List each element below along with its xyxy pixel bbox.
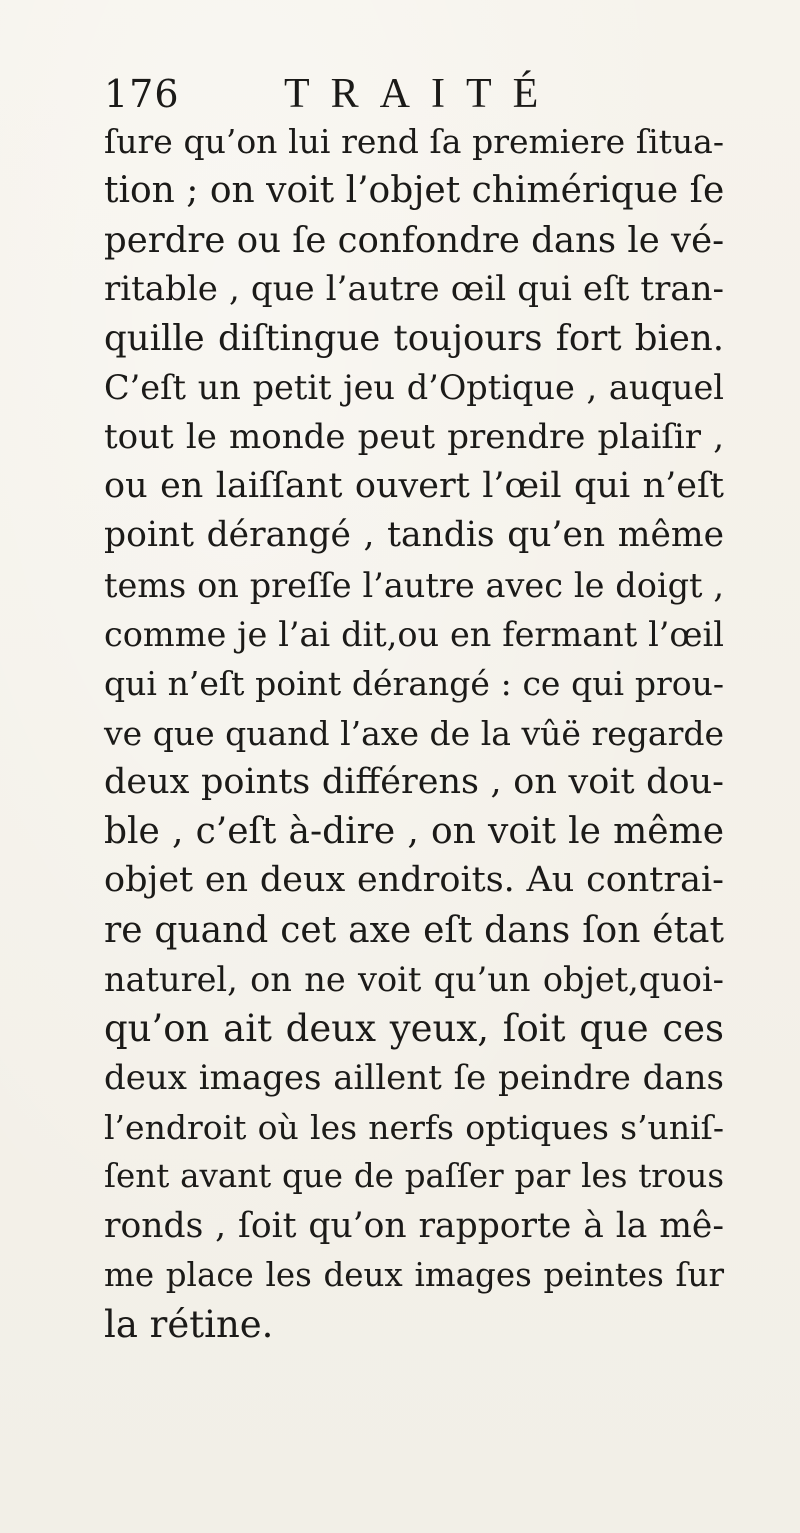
text-line: l’endroit où les nerfs optiques s’uniſ- <box>104 1107 724 1147</box>
text-line: comme je l’ai dit,ou en fermant l’œil <box>104 614 724 654</box>
page-header <box>104 70 664 120</box>
text-line: qu’on ait deux yeux, ſoit que ces <box>104 1007 724 1051</box>
text-line: deux points différens , on voit dou- <box>104 761 724 802</box>
text-line: tems on preſſe l’autre avec le doigt , <box>104 565 724 605</box>
text-line: la rétine. <box>104 1303 274 1347</box>
text-line: tion ; on voit l’objet chimérique ſe <box>104 170 725 212</box>
body-text <box>104 117 724 1349</box>
text-line: perdre ou ſe confondre dans le vé- <box>104 219 725 261</box>
page-number: 176 <box>104 72 180 116</box>
text-line: deux images aillent ſe peindre dans <box>104 1057 724 1098</box>
text-line: ritable , que l’autre œil qui eſt tran- <box>104 268 724 309</box>
text-line: ſure qu’on lui rend ſa premiere ſitua- <box>104 122 724 161</box>
text-line: qui n’eſt point dérangé : ce qui prou- <box>104 664 724 704</box>
text-line: C’eſt un petit jeu d’Optique , auquel <box>104 368 724 408</box>
text-line: ble , c’eſt à-dire , on voit le même <box>104 811 724 853</box>
text-line: me place les deux images peintes ſur <box>104 1255 724 1294</box>
text-line: tout le monde peut prendre plaiſir , <box>104 416 724 457</box>
text-line: re quand cet axe eſt dans ſon état <box>104 909 724 951</box>
running-head: TRAITÉ <box>284 71 560 117</box>
text-line: ſent avant que de paſſer par les trous <box>104 1157 724 1196</box>
text-line: ronds , ſoit qu’on rapporte à la mê- <box>104 1205 724 1246</box>
text-line: ou en laiſſant ouvert l’œil qui n’eſt <box>104 466 724 507</box>
text-line: quille diſtingue toujours fort bien. <box>104 318 724 360</box>
text-line: objet en deux endroits. Au contrai- <box>104 860 724 901</box>
text-line: naturel, on ne voit qu’un objet,quoi- <box>104 960 724 1000</box>
text-line: point dérangé , tandis qu’en même <box>104 515 724 556</box>
text-line: ve que quand l’axe de la vûë regarde <box>104 713 724 753</box>
